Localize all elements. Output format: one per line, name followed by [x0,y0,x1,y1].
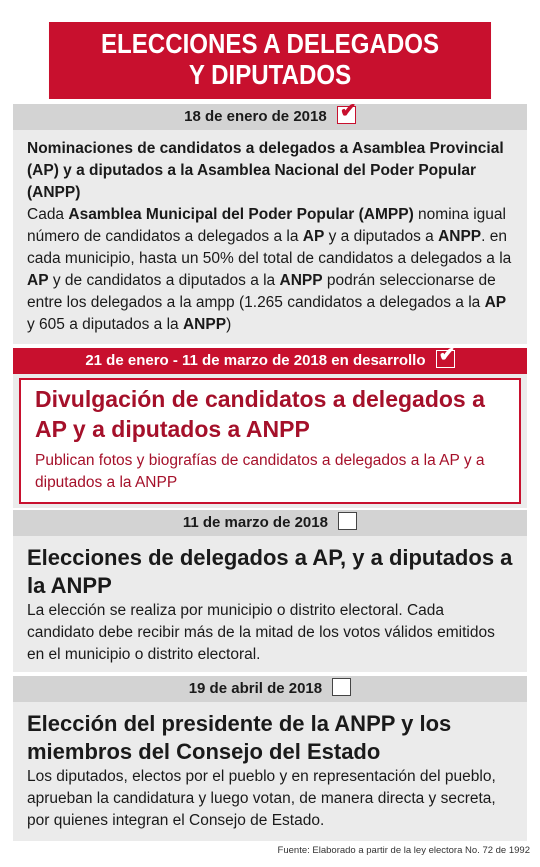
step-2-date-bar [13,344,527,374]
step-4-date-bar [13,676,527,702]
step-4-text: Los diputados, electos por el pueblo y en representación del pueblo, aprueban la candidatura y luego votan, de manera directa y secreta, por quienes integran el Consejo de Estado. [27,768,496,829]
title-line-1: ELECCIONES A DELEGADOS [100,28,440,59]
infographic-title [49,22,491,99]
step-2-title: Divulgación de candidatos a delegados a AP y a diputados a ANPP [35,386,485,442]
step-2-text: Publican fotos y biografías de candidatos a delegados a la AP y a diputados a la ANPP [35,452,485,491]
step-1-text: Cada Asamblea Municipal del Poder Popular (AMPP) nomina igual número de candidatos a delegados a la AP y a diputados a ANPP. en cada municipio, hasta un 50% del total de candidatos a delegados a la AP y de candidatos a diputados a la ANPP podrán seleccionarse de entre los delegados a la ampp (1.265 candidatos a delegados a la AP y 605 a diputados a la ANPP) [27,206,512,333]
step-1-date-bar [13,100,527,130]
step-1-panel [13,100,527,344]
step-1-title: Nominaciones de candidatos a delegados a Asamblea Provincial (AP) y a diputados a la Asamblea Nacional del Poder Popular (ANPP) [27,140,504,201]
step-4-title: Elección del presidente de la ANPP y los miembros del Consejo del Estado [27,711,452,764]
step-3-text: La elección se realiza por municipio o distrito electoral. Cada candidato debe recibir más de la mitad de los votos válidos emitidos en el municipio o distrito electoral. [27,602,495,663]
source-note: Fuente: Elaborado a partir de la ley electora No. 72 de 1992 [277,845,530,856]
step-1-date: 18 de enero de 2018 [184,108,327,125]
step-4-date: 19 de abril de 2018 [188,680,323,697]
step-2-date: 21 de enero - 11 de marzo de 2018 en desarrollo [85,352,426,369]
step-4-panel [13,676,527,841]
step-3-date: 11 de marzo de 2018 [182,514,328,531]
step-1-body [13,130,527,346]
step-3-body [13,536,527,676]
step-2-highlight-box [19,378,521,504]
checkbox-checked-icon: ✔ [436,350,455,368]
step-3-title: Elecciones de delegados a AP, y a diputados a la ANPP [27,545,513,598]
checkbox-checked-icon: ✔ [337,106,356,124]
checkbox-empty-icon [332,678,351,696]
step-3-panel [13,510,527,672]
step-4-body [13,702,527,842]
title-line-2: Y DIPUTADOS [188,59,352,90]
step-2-panel [13,344,527,508]
checkbox-empty-icon [338,512,357,530]
step-3-date-bar [13,510,527,536]
